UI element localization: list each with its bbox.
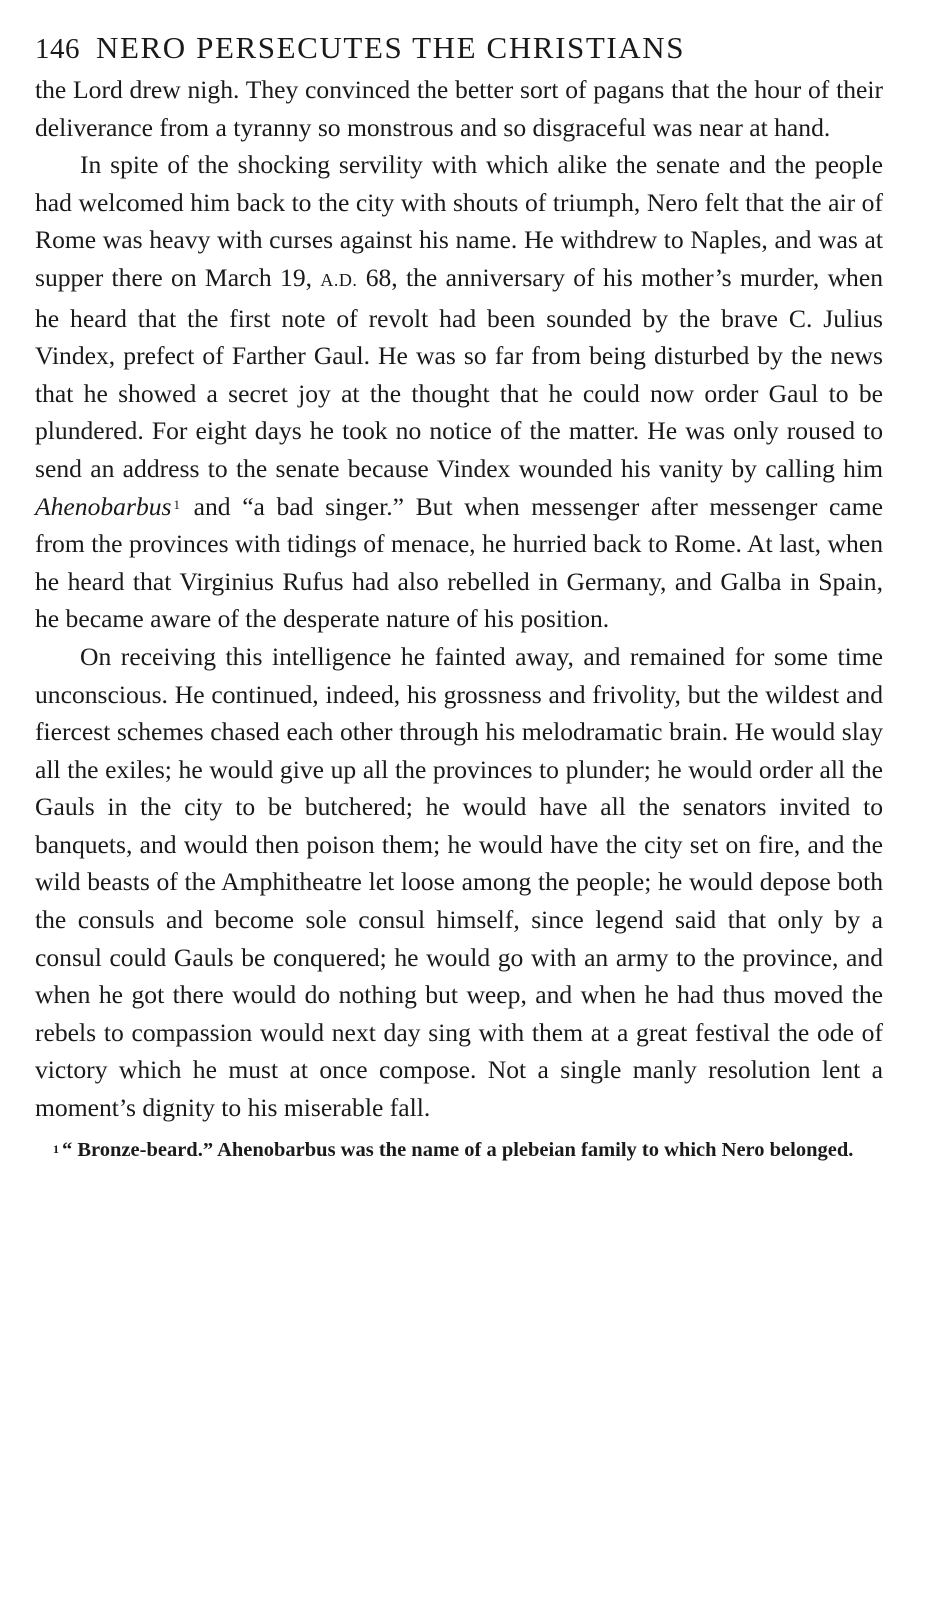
italic-name-ahenobarbus: Ahenobarbus: [35, 491, 172, 521]
footnote-number: 1: [53, 1141, 59, 1156]
paragraph-1-text: the Lord drew nigh. They convinced the better sort of pagans that the hour of their deliverance from a tyranny so monstrous and so disgraceful was near at hand.: [35, 75, 883, 142]
footnote-text: “ Bronze-beard.” Ahenobarbus was the name of a plebeian family to which Nero belonged.: [62, 1138, 854, 1161]
paragraph-vindex-revolt: [35, 146, 883, 638]
running-title: NERO PERSECUTES THE CHRISTIANS: [96, 30, 686, 65]
running-head: [35, 28, 883, 69]
footnote: [35, 1135, 883, 1166]
paragraph-2-after-ad: 68, the anniversary of his mother’s murder, when he heard that the first note of revolt had been sounded by the brave C. Julius Vindex, prefect of Farther Gaul. He was so far from being disturbed by the news that he showed a secret joy at the thought that he could now order Gaul to be plundered. For eight days he took no notice of the matter. He was only roused to send an address to the senate because Vindex wounded his vanity by calling him: [35, 262, 883, 483]
paragraph-2-after-name: and “a bad singer.” But when messenger after messenger came from the provinces with tidings of menace, he hurried back to Rome. At last, when he heard that Virginius Rufus had also rebelled in Germany, and Galba in Spain, he became aware of the desperate nature of his position.: [35, 491, 883, 634]
page-number: 146: [35, 33, 80, 65]
footnote-marker[interactable]: 1: [173, 496, 180, 512]
paragraph-nero-schemes: [35, 638, 883, 1127]
paragraph-3-text: On receiving this intelligence he fainted away, and remained for some time unconscious. He continued, indeed, his grossness and frivolity, but the wildest and fiercest schemes chased each other through his melodramatic brain. He would slay all the exiles; he would give up all the provinces to plunder; he would order all the Gauls in the city to be butchered; he would have all the senators invited to banquets, and would then poison them; he would have the city set on fire, and the wild beasts of the Amphitheatre let loose among the people; he would depose both the consuls and become sole consul himself, since legend said that only by a consul could Gauls be conquered; he would go with an army to the province, and when he got there would do nothing but weep, and when he had thus moved the rebels to compassion would next day sing with them at a great festival the ode of victory which he must at once compose. Not a single manly resolution lent a moment’s dignity to his miserable fall.: [35, 641, 883, 1123]
paragraph-continuation: [35, 71, 883, 146]
paragraph-2-before-ad: In spite of the shocking servility with which alike the senate and the people had welcomed him back to the city with shouts of triumph, Nero felt that the air of Rome was heavy with curses against his name. He withdrew to Naples, and was at supper there on March 19,: [35, 150, 883, 292]
body-text: [35, 71, 883, 1127]
era-abbreviation: A.D.: [320, 269, 358, 290]
book-page: [35, 28, 883, 1166]
